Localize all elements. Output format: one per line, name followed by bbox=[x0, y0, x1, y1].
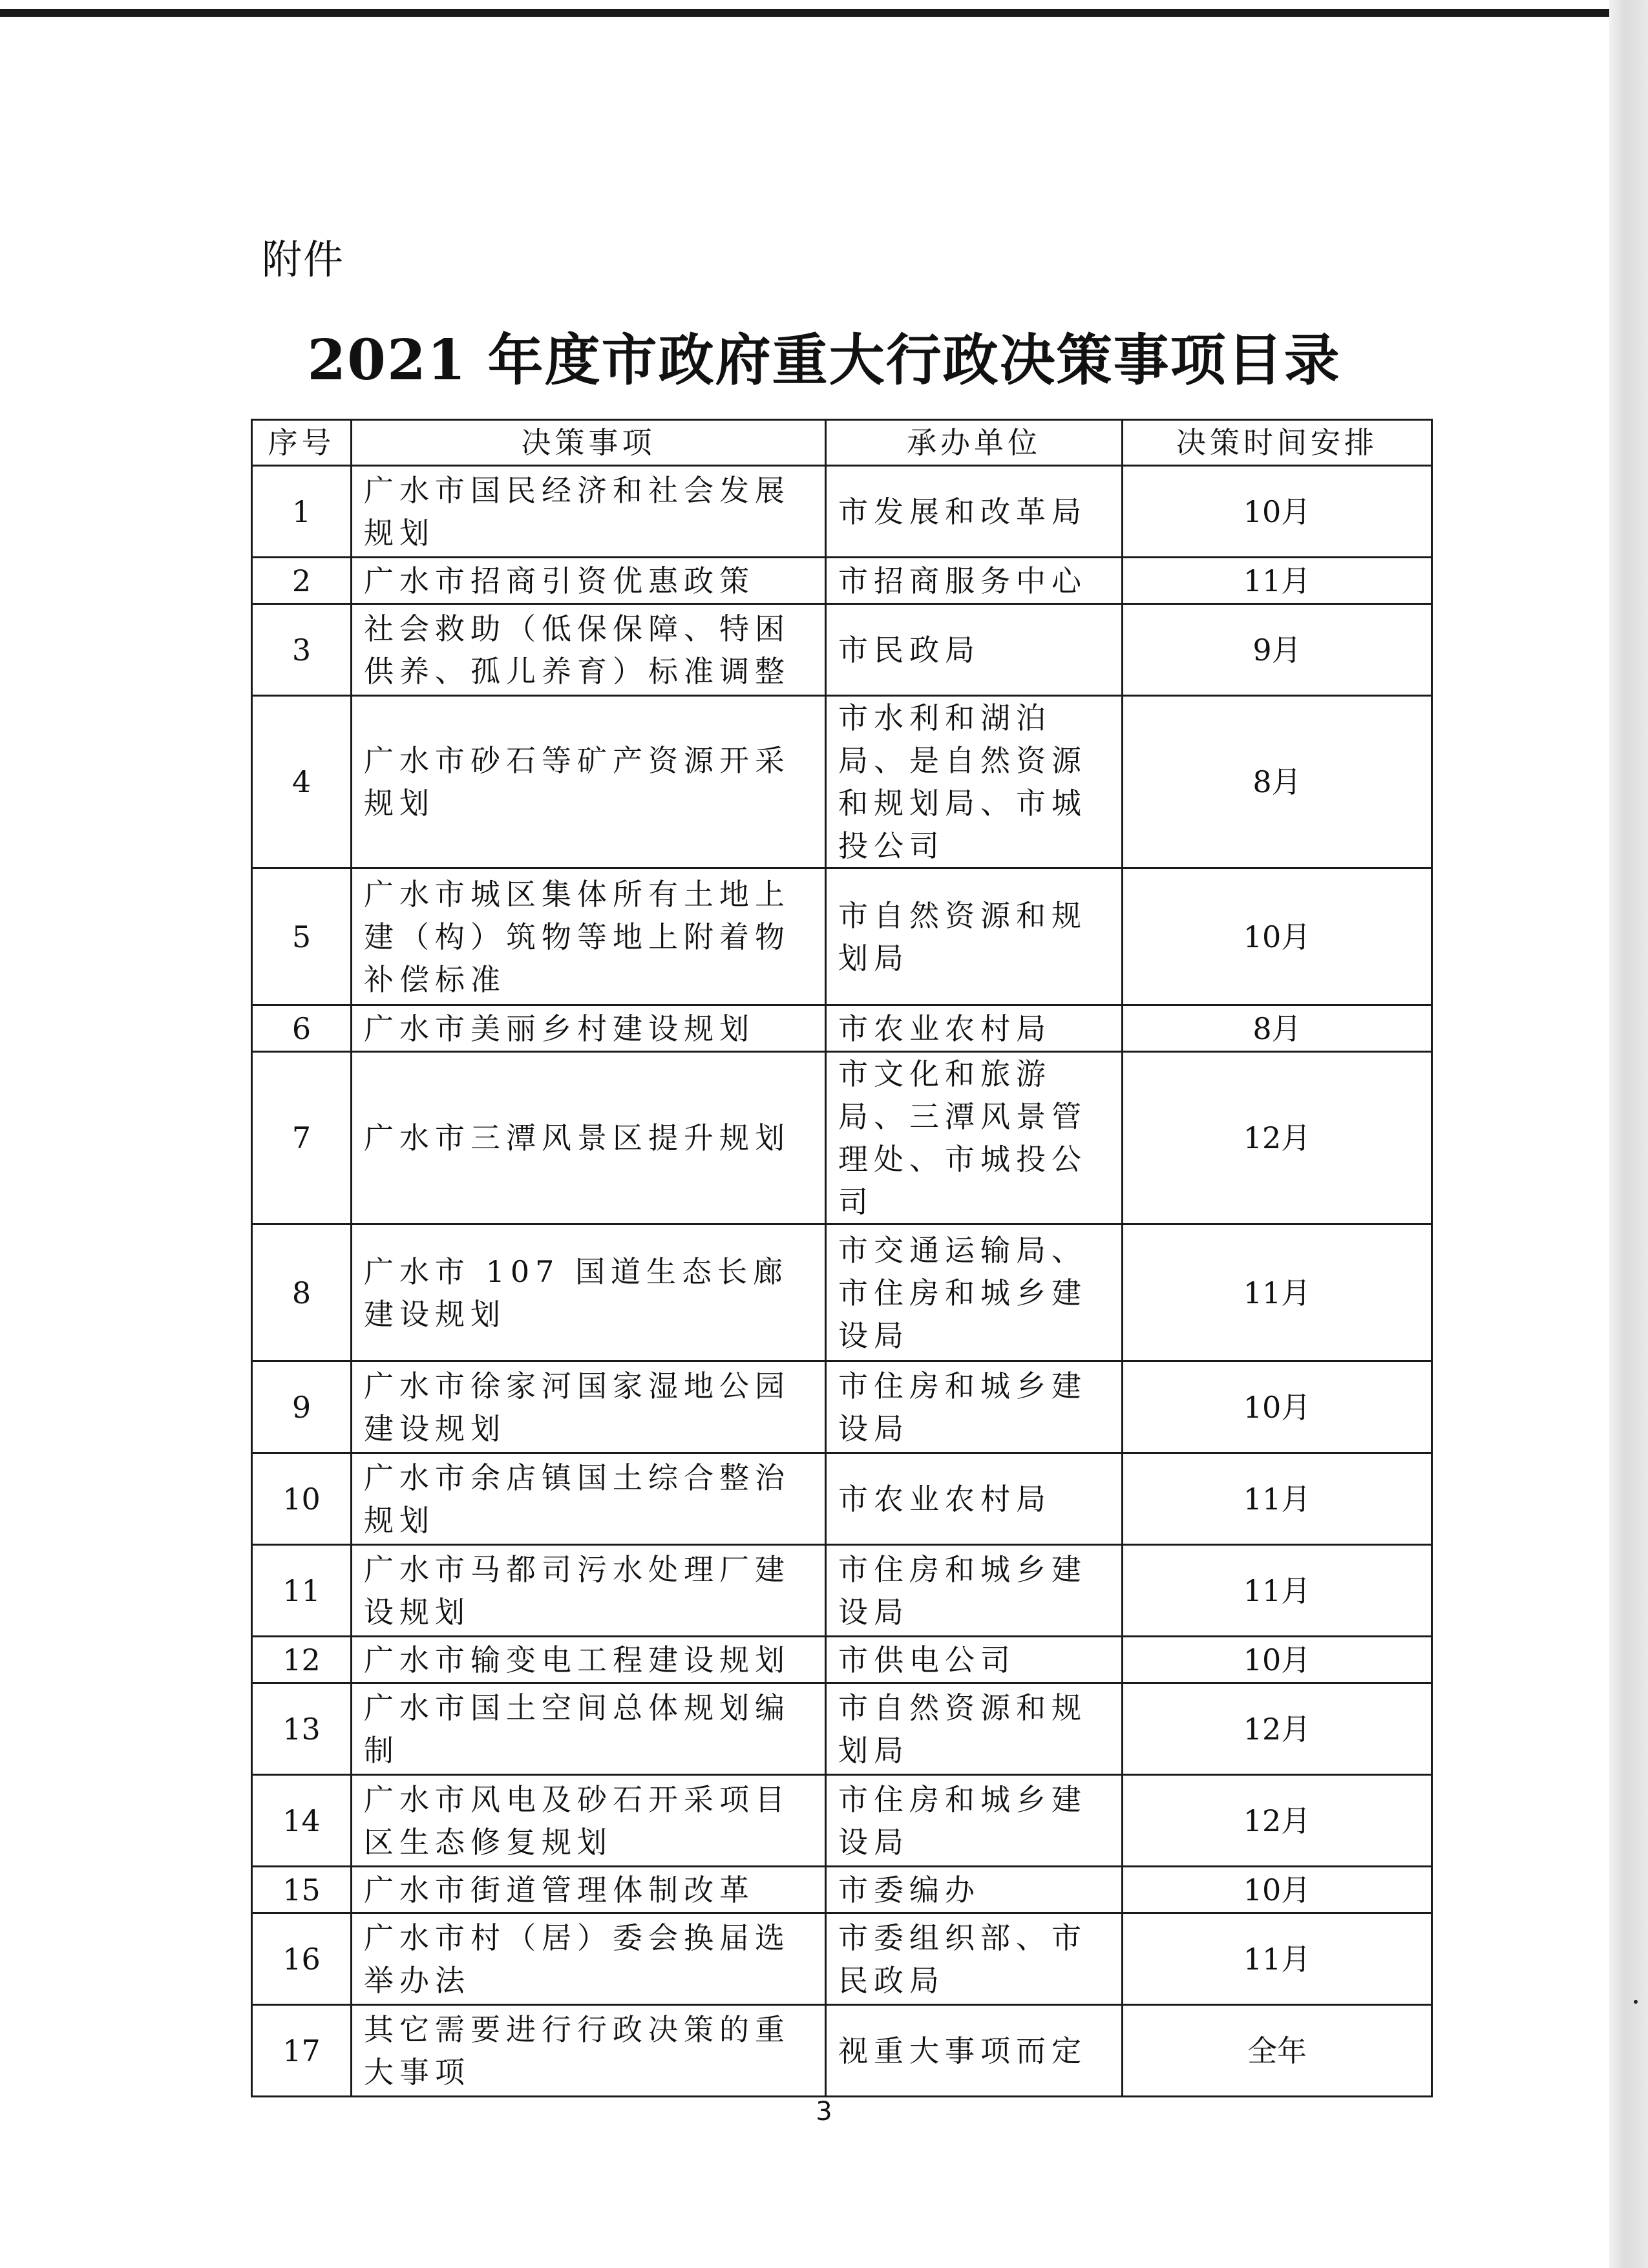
table-row bbox=[252, 1545, 1432, 1637]
cell-time: 11月 bbox=[1123, 558, 1432, 604]
cell-time: 8月 bbox=[1123, 696, 1432, 868]
cell-org: 市农业农村局 bbox=[826, 1005, 1123, 1052]
table-row bbox=[252, 696, 1432, 868]
scan-speck bbox=[1634, 2000, 1638, 2004]
cell-time: 11月 bbox=[1123, 1453, 1432, 1545]
table-row bbox=[252, 1052, 1432, 1224]
header-item: 决策事项 bbox=[352, 420, 826, 466]
cell-item: 广水市美丽乡村建设规划 bbox=[352, 1005, 826, 1052]
cell-item: 其它需要进行行政决策的重大事项 bbox=[352, 2005, 826, 2097]
cell-org: 市交通运输局、市住房和城乡建设局 bbox=[826, 1224, 1123, 1361]
cell-item: 广水市徐家河国家湿地公园建设规划 bbox=[352, 1361, 826, 1453]
table-row bbox=[252, 1005, 1432, 1052]
table-row bbox=[252, 1453, 1432, 1545]
cell-no: 4 bbox=[252, 696, 352, 868]
cell-item: 广水市招商引资优惠政策 bbox=[352, 558, 826, 604]
cell-org: 市自然资源和规划局 bbox=[826, 868, 1123, 1005]
scan-edge-top bbox=[0, 9, 1609, 17]
cell-time: 10月 bbox=[1123, 1867, 1432, 1913]
cell-org: 市水利和湖泊局、是自然资源和规划局、市城投公司 bbox=[826, 696, 1123, 868]
cell-org: 市农业农村局 bbox=[826, 1453, 1123, 1545]
cell-item: 广水市余店镇国土综合整治规划 bbox=[352, 1453, 826, 1545]
cell-no: 11 bbox=[252, 1545, 352, 1637]
cell-time: 9月 bbox=[1123, 604, 1432, 696]
table-row bbox=[252, 558, 1432, 604]
cell-time: 11月 bbox=[1123, 1545, 1432, 1637]
cell-no: 16 bbox=[252, 1913, 352, 2005]
cell-item: 广水市街道管理体制改革 bbox=[352, 1867, 826, 1913]
cell-item: 广水市输变电工程建设规划 bbox=[352, 1637, 826, 1683]
cell-time: 11月 bbox=[1123, 1913, 1432, 2005]
header-no: 序号 bbox=[252, 420, 352, 466]
cell-time: 10月 bbox=[1123, 1637, 1432, 1683]
cell-org: 市住房和城乡建设局 bbox=[826, 1361, 1123, 1453]
cell-no: 2 bbox=[252, 558, 352, 604]
cell-time: 12月 bbox=[1123, 1052, 1432, 1224]
table-row bbox=[252, 2005, 1432, 2097]
cell-no: 3 bbox=[252, 604, 352, 696]
cell-item: 广水市风电及砂石开采项目区生态修复规划 bbox=[352, 1775, 826, 1867]
attachment-label: 附件 bbox=[262, 236, 345, 283]
header-org: 承办单位 bbox=[826, 420, 1123, 466]
cell-org: 市住房和城乡建设局 bbox=[826, 1775, 1123, 1867]
cell-no: 5 bbox=[252, 868, 352, 1005]
table-header-row bbox=[252, 420, 1432, 466]
cell-item: 广水市砂石等矿产资源开采规划 bbox=[352, 696, 826, 868]
cell-no: 9 bbox=[252, 1361, 352, 1453]
cell-time: 10月 bbox=[1123, 466, 1432, 558]
table-row bbox=[252, 1683, 1432, 1775]
cell-no: 10 bbox=[252, 1453, 352, 1545]
page-title: 2021 年度市政府重大行政决策事项目录 bbox=[307, 328, 1341, 393]
table-row bbox=[252, 1913, 1432, 2005]
table-row bbox=[252, 868, 1432, 1005]
cell-org: 市自然资源和规划局 bbox=[826, 1683, 1123, 1775]
cell-item: 广水市国民经济和社会发展规划 bbox=[352, 466, 826, 558]
cell-time: 10月 bbox=[1123, 1361, 1432, 1453]
table-row bbox=[252, 1637, 1432, 1683]
cell-org: 视重大事项而定 bbox=[826, 2005, 1123, 2097]
cell-org: 市招商服务中心 bbox=[826, 558, 1123, 604]
cell-item: 广水市 107 国道生态长廊建设规划 bbox=[352, 1224, 826, 1361]
table-row bbox=[252, 1361, 1432, 1453]
cell-org: 市委编办 bbox=[826, 1867, 1123, 1913]
cell-time: 8月 bbox=[1123, 1005, 1432, 1052]
page-number: 3 bbox=[816, 2097, 832, 2126]
cell-item: 广水市国土空间总体规划编制 bbox=[352, 1683, 826, 1775]
cell-time: 全年 bbox=[1123, 2005, 1432, 2097]
cell-item: 广水市城区集体所有土地上建（构）筑物等地上附着物补偿标准 bbox=[352, 868, 826, 1005]
table-row bbox=[252, 1775, 1432, 1867]
cell-no: 7 bbox=[252, 1052, 352, 1224]
cell-no: 1 bbox=[252, 466, 352, 558]
table-row bbox=[252, 1224, 1432, 1361]
cell-no: 17 bbox=[252, 2005, 352, 2097]
cell-org: 市发展和改革局 bbox=[826, 466, 1123, 558]
cell-no: 12 bbox=[252, 1637, 352, 1683]
cell-org: 市委组织部、市民政局 bbox=[826, 1913, 1123, 2005]
decision-table bbox=[251, 419, 1433, 2097]
cell-time: 10月 bbox=[1123, 868, 1432, 1005]
table-row bbox=[252, 466, 1432, 558]
cell-time: 12月 bbox=[1123, 1775, 1432, 1867]
cell-item: 广水市马都司污水处理厂建设规划 bbox=[352, 1545, 826, 1637]
cell-no: 13 bbox=[252, 1683, 352, 1775]
cell-item: 广水市三潭风景区提升规划 bbox=[352, 1052, 826, 1224]
cell-org: 市文化和旅游局、三潭风景管理处、市城投公司 bbox=[826, 1052, 1123, 1224]
cell-no: 8 bbox=[252, 1224, 352, 1361]
cell-time: 12月 bbox=[1123, 1683, 1432, 1775]
header-time: 决策时间安排 bbox=[1123, 420, 1432, 466]
cell-no: 6 bbox=[252, 1005, 352, 1052]
cell-org: 市供电公司 bbox=[826, 1637, 1123, 1683]
cell-org: 市住房和城乡建设局 bbox=[826, 1545, 1123, 1637]
cell-org: 市民政局 bbox=[826, 604, 1123, 696]
cell-item: 社会救助（低保保障、特困供养、孤儿养育）标准调整 bbox=[352, 604, 826, 696]
cell-time: 11月 bbox=[1123, 1224, 1432, 1361]
table-row bbox=[252, 604, 1432, 696]
cell-no: 14 bbox=[252, 1775, 352, 1867]
cell-item: 广水市村（居）委会换届选举办法 bbox=[352, 1913, 826, 2005]
table-row bbox=[252, 1867, 1432, 1913]
cell-no: 15 bbox=[252, 1867, 352, 1913]
